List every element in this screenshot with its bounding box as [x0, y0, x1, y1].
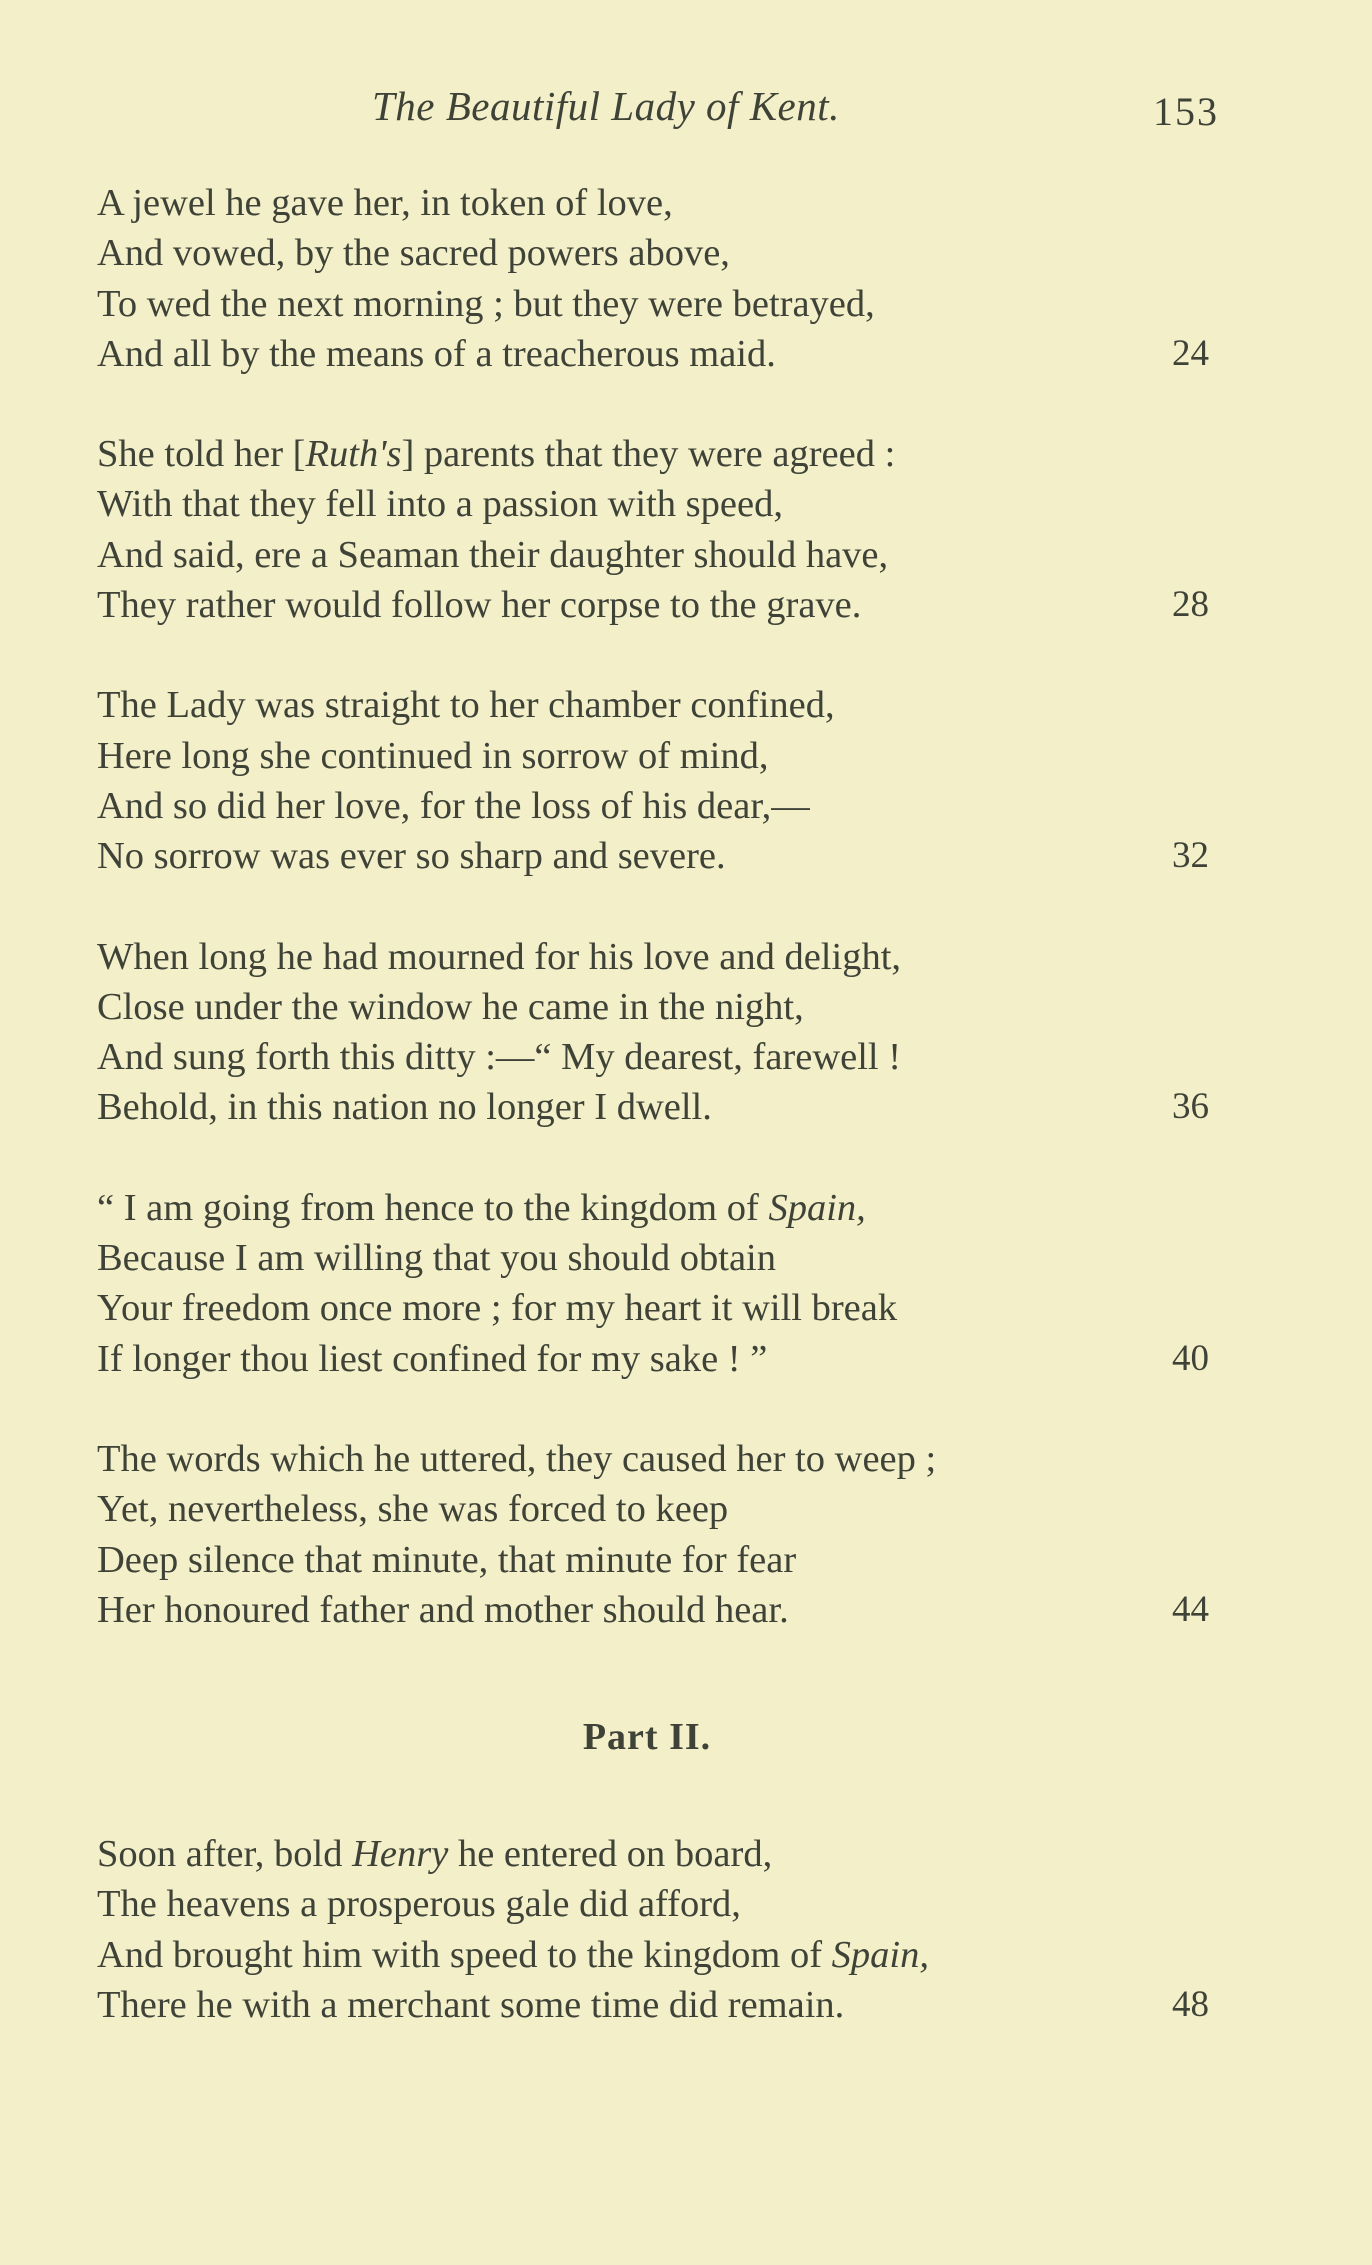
line-number: 48: [1172, 1984, 1209, 2026]
stanza: [97, 680, 1227, 881]
verse-line: The heavens a prosperous gale did afford,: [97, 1883, 741, 1926]
verse-line: And so did her love, for the loss of his dear,—: [97, 784, 810, 827]
verse-line: The Lady was straight to her chamber confined,: [97, 684, 835, 727]
stanza: [97, 429, 1227, 630]
part-heading: Part II.: [582, 1716, 712, 1759]
verse-line: [97, 831, 1227, 881]
running-title: The Beautiful Lady of Kent.: [372, 83, 840, 129]
italic-name: Spain,: [768, 1186, 866, 1229]
verse-line: [97, 1980, 1227, 2030]
stanza: [97, 1434, 1227, 1635]
italic-name: Spain,: [831, 1933, 929, 1976]
line-number: 44: [1172, 1588, 1209, 1630]
verse-line: [97, 580, 1227, 630]
verse-line: [97, 1183, 1227, 1233]
verse-text: he entered on board,: [448, 1833, 773, 1876]
verse-line: To wed the next morning ; but they were betrayed,: [97, 282, 875, 325]
verse-text: She told her [: [97, 433, 306, 476]
verse-text: Her honoured father and mother should hear.: [97, 1588, 789, 1631]
verse-text: And all by the means of a treacherous maid.: [97, 332, 776, 375]
verse-line: The words which he uttered, they caused her to weep ;: [97, 1437, 937, 1480]
stanza: [97, 1183, 1227, 1384]
verse-line: And vowed, by the sacred powers above,: [97, 232, 730, 275]
line-number: 32: [1172, 835, 1209, 877]
verse-text: They rather would follow her corpse to the grave.: [97, 584, 862, 627]
verse-line: Here long she continued in sorrow of mind,: [97, 734, 769, 777]
verse-line: And sung forth this ditty :—“ My dearest, farewell !: [97, 1036, 902, 1079]
verse-text: There he with a merchant some time did remain.: [97, 1984, 845, 2027]
verse-line: Because I am willing that you should obtain: [97, 1237, 776, 1280]
line-number: 40: [1172, 1337, 1209, 1379]
verse-text: Behold, in this nation no longer I dwell.: [97, 1086, 712, 1129]
verse-line: [97, 429, 1227, 479]
line-number: 28: [1172, 584, 1209, 626]
verse-line: And said, ere a Seaman their daughter should have,: [97, 533, 889, 576]
verse-line: When long he had mourned for his love and delight,: [97, 935, 902, 978]
verse-text: “ I am going from hence to the kingdom of: [97, 1186, 769, 1229]
verse-line: A jewel he gave her, in token of love,: [97, 182, 673, 224]
verse-text: ] parents that they were agreed :: [401, 433, 896, 476]
verse-line: Yet, nevertheless, she was forced to keep: [97, 1488, 729, 1531]
verse-line: [97, 329, 1227, 379]
running-head: [0, 82, 1372, 142]
verse-text: If longer thou liest confined for my sake ! ”: [97, 1337, 768, 1380]
verse-text: No sorrow was ever so sharp and severe.: [97, 835, 726, 878]
verse-line: Close under the window he came in the night,: [97, 985, 804, 1028]
verse-line: Your freedom once more ; for my heart it will break: [97, 1287, 898, 1330]
poem-body: [97, 178, 1227, 2080]
line-number: 36: [1172, 1086, 1209, 1128]
italic-name: Ruth's: [305, 433, 402, 476]
verse-line: [97, 1585, 1227, 1635]
page-number: 153: [1153, 89, 1219, 134]
stanza: [97, 178, 1227, 379]
line-number: 24: [1172, 332, 1209, 374]
verse-line: [97, 1334, 1227, 1384]
verse-line: With that they fell into a passion with speed,: [97, 483, 783, 526]
verse-line: [97, 1082, 1227, 1132]
stanza: [97, 1829, 1227, 2030]
verse-text: And brought him with speed to the kingdom of: [97, 1933, 832, 1976]
verse-line: [97, 1829, 1227, 1879]
verse-line: Deep silence that minute, that minute for fear: [97, 1538, 797, 1581]
verse-line: [97, 1930, 1227, 1980]
stanza: [97, 932, 1227, 1133]
verse-text: Soon after, bold: [97, 1833, 353, 1876]
italic-name: Henry: [352, 1833, 449, 1876]
